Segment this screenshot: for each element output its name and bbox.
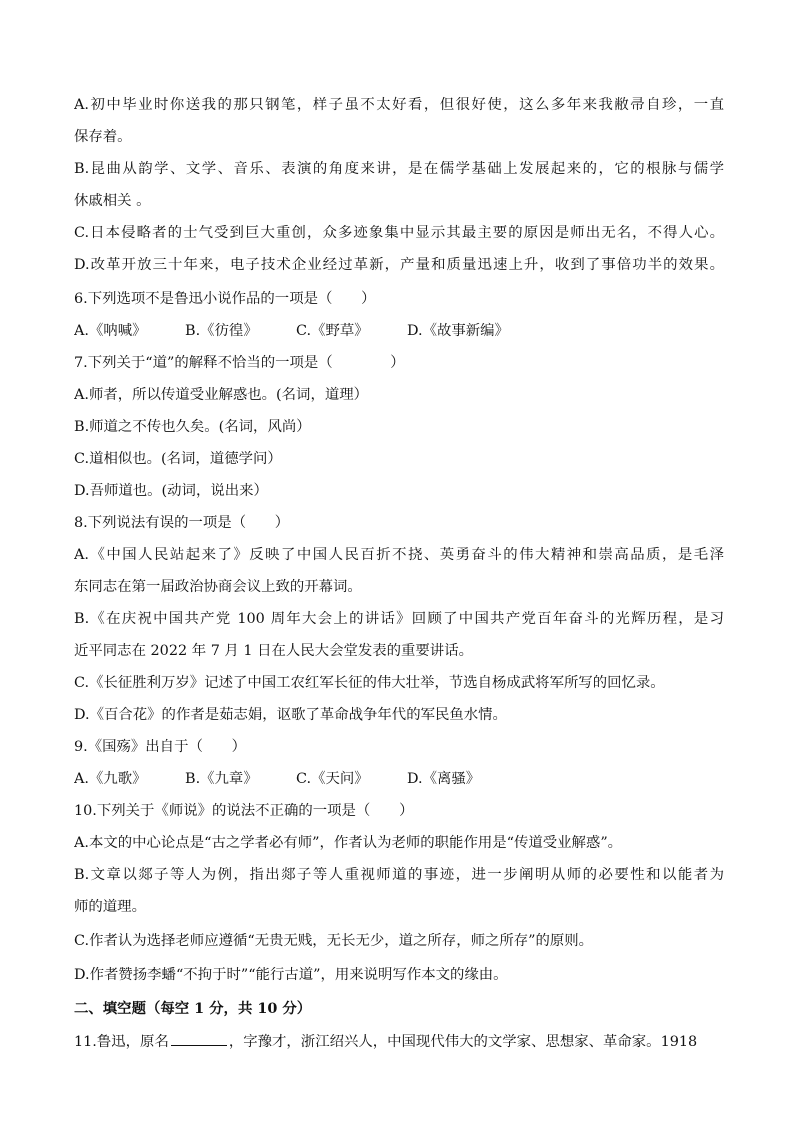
q6-option-b: B.《彷徨》 <box>185 323 258 339</box>
q10-option-a: A.本文的中心论点是“古之学者必有师”，作者认为老师的职能作用是“传道受业解惑”。 <box>74 835 623 851</box>
q9-option-c: C.《天问》 <box>296 771 369 787</box>
q9-option-a: A.《九歌》 <box>74 771 147 787</box>
q5-option-b-line1: B.昆曲从韵学、文学、音乐、表演的角度来讲，是在儒学基础上发展起来的，它的根脉与儒学 <box>74 161 724 177</box>
q6-option-c: C.《野草》 <box>296 323 369 339</box>
q8-stem: 8.下列说法有误的一项是（ ） <box>74 515 290 531</box>
q5-option-a-line2: 保存着。 <box>74 129 132 145</box>
q10-option-d: D.作者赞扬李蟠“不拘于时”“能行古道”，用来说明写作本文的缘由。 <box>74 967 508 983</box>
q8-option-c: C.《长征胜利万岁》记述了中国工农红军长征的伟大壮举，节选自杨成武将军所写的回忆录。 <box>74 675 665 691</box>
q11-text-end: ，字豫才，浙江绍兴人，中国现代伟大的文学家、思想家、革命家。1918 <box>228 1034 698 1050</box>
q8-option-b-line1: B.《在庆祝中国共产党 100 周年大会上的讲话》回顾了中国共产党百年奋斗的光辉历程，是习 <box>74 611 724 627</box>
q5-option-b-line2: 休戚相关 。 <box>74 193 151 209</box>
answer-blank[interactable] <box>171 1031 227 1046</box>
q9-option-b: B.《九章》 <box>185 771 258 787</box>
q10-stem: 10.下列关于《师说》的说法不正确的一项是（ ） <box>74 803 414 819</box>
section-heading-fill-blank: 二、填空题（每空 1 分，共 10 分） <box>74 1000 312 1017</box>
q10-option-b-line2: 师的道理。 <box>74 899 146 915</box>
q6-options <box>74 321 724 341</box>
q9-option-d: D.《离骚》 <box>407 771 481 787</box>
q6-option-a: A.《呐喊》 <box>74 323 147 339</box>
q11-text-start: 11.鲁迅，原名 <box>74 1034 169 1050</box>
q10-option-b-line1: B.文章以郯子等人为例，指出郯子等人重视师道的事迹，进一步阐明从师的必要性和以能者为 <box>74 867 724 883</box>
q5-option-c: C.日本侵略者的士气受到巨大重创，众多迹象集中显示其最主要的原因是师出无名，不得人心。 <box>74 225 724 241</box>
q5-option-d: D.改革开放三十年来，电子技术企业经过革新，产量和质量迅速上升，收到了事倍功半的效果。 <box>74 257 724 273</box>
q8-option-d: D.《百合花》的作者是茹志娟，讴歌了革命战争年代的军民鱼水情。 <box>74 707 507 723</box>
q9-stem: 9.《国殇》出自于（ ） <box>74 739 247 755</box>
q6-option-d: D.《故事新编》 <box>407 323 509 339</box>
q8-option-b-line2: 近平同志在 2022 年 7 月 1 日在人民大会堂发表的重要讲话。 <box>74 643 473 659</box>
q10-option-c: C.作者认为选择老师应遵循“无贵无贱，无长无少，道之所存，师之所存”的原则。 <box>74 933 594 949</box>
q7-option-d: D.吾师道也。(动词，说出来） <box>74 483 268 499</box>
q7-option-b: B.师道之不传也久矣。(名词，风尚） <box>74 419 311 435</box>
q9-options <box>74 769 724 789</box>
q7-stem: 7.下列关于“道”的解释不恰当的一项是（ ） <box>74 355 405 371</box>
q5-option-a-line1: A.初中毕业时你送我的那只钢笔，样子虽不太好看，但很好使，这么多年来我敝帚自珍，一直 <box>74 97 724 113</box>
q6-stem: 6.下列选项不是鲁迅小说作品的一项是（ ） <box>74 291 376 307</box>
q7-option-c: C.道相似也。(名词，道德学问） <box>74 451 282 467</box>
q8-option-a-line1: A.《中国人民站起来了》反映了中国人民百折不挠、英勇奋斗的伟大精神和崇高品质，是毛泽 <box>74 547 724 563</box>
q7-option-a: A.师者，所以传道受业解惑也。(名词，道理） <box>74 387 369 403</box>
q11-line1 <box>74 1031 724 1052</box>
q8-option-a-line2: 东同志在第一届政治协商会议上致的开幕词。 <box>74 579 362 595</box>
